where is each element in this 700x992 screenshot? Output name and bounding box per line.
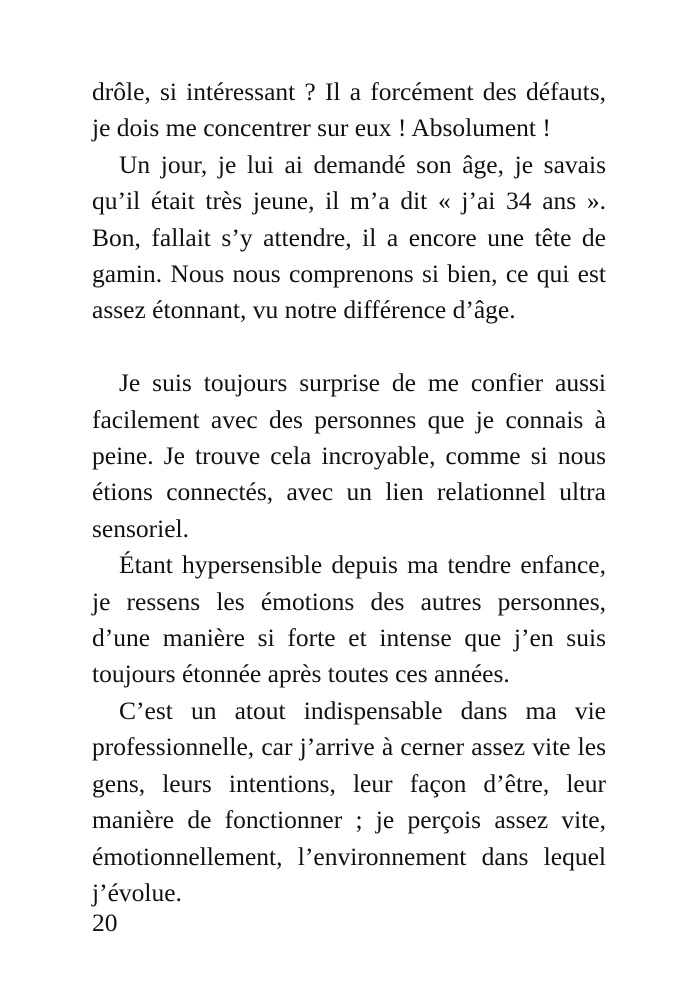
- paragraph-professional: C’est un atout indispensable dans ma vie professionnelle, car j’arrive à cerner assez vite les gens, leurs intentions, leur façon d’être, leur manière de fonctionner ; je perçois assez vite, émotionnellement, l’environnement dans lequel j’évolue.: [92, 695, 606, 907]
- page-number: 20: [92, 908, 118, 937]
- paragraph-hypersensitive: Étant hypersensible depuis ma tendre enfance, je ressens les émotions des autres personnes, d’une manière si forte et intense que j’en suis toujours étonnée après toutes ces années.: [92, 550, 606, 689]
- paragraph-confiding: Je suis toujours surprise de me confier aussi facilement avec des personnes que je connais à peine. Je trouve cela incroyable, comme si nous étions connectés, avec un lien relationnel ultra sensoriel.: [92, 368, 606, 543]
- body-text: [92, 74, 606, 911]
- paragraph-continuation: drôle, si intéressant ? Il a forcément des défauts, je dois me concentrer sur eux ! Absolument !: [92, 77, 606, 143]
- paragraph-age: Un jour, je lui ai demandé son âge, je savais qu’il était très jeune, il m’a dit « j’ai 34 ans ». Bon, fallait s’y attendre, il a encore une tête de gamin. Nous nous comprenons si bien, ce qui est assez étonnant, vu notre différence d’âge.: [92, 149, 606, 325]
